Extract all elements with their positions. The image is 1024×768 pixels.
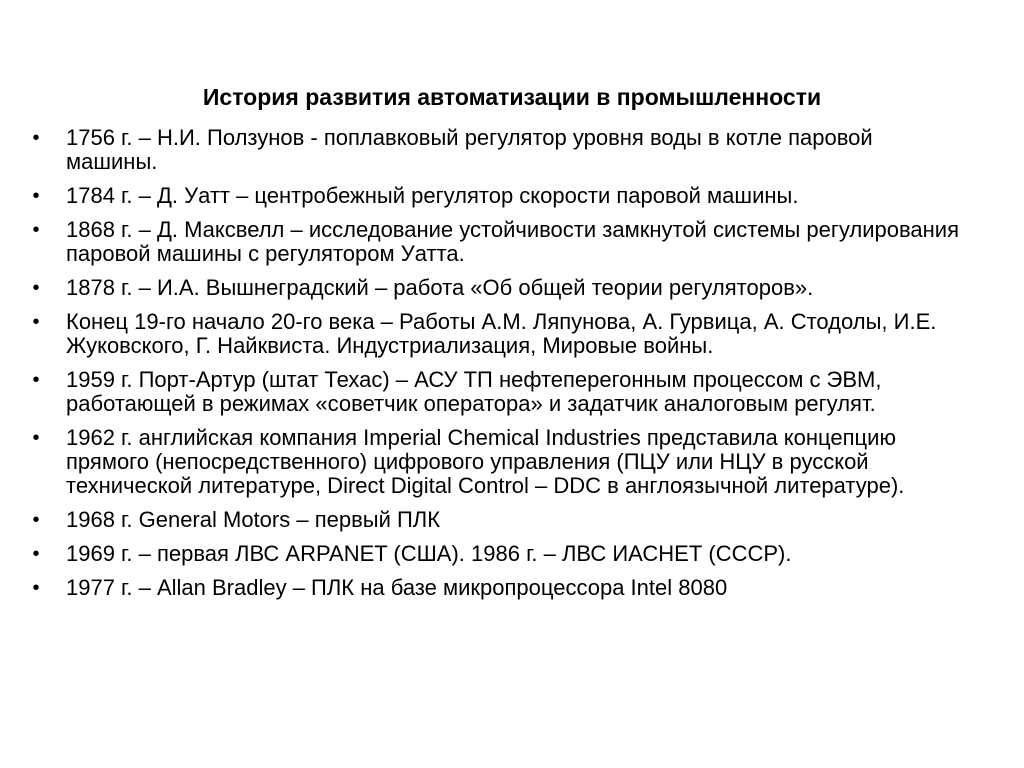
list-item-text: 1959 г. Порт-Артур (штат Техас) – АСУ ТП нефтеперегонным процессом с ЭВМ, работающей в режимах «советчик оператора» и задатчик аналоговым регулят. xyxy=(66,367,882,416)
list-item-text: Конец 19-го начало 20-го века – Работы А.М. Ляпунова, А. Гурвица, А. Стодолы, И.Е. Жуковского, Г. Найквиста. Индустриализация, Мировые войны. xyxy=(66,309,937,358)
bullet-mark: • xyxy=(32,427,40,449)
list-item-text: 1784 г. – Д. Уатт – центробежный регулятор скорости паровой машины. xyxy=(66,183,799,208)
bullet-mark: • xyxy=(32,509,40,531)
list-item xyxy=(32,275,966,300)
list-item xyxy=(32,507,966,532)
list-item xyxy=(32,541,966,566)
list-item-text: 1756 г. – Н.И. Ползунов - поплавковый регулятор уровня воды в котле паровой машины. xyxy=(66,125,873,174)
list-item xyxy=(32,575,966,600)
bullet-mark: • xyxy=(32,543,40,565)
list-item xyxy=(32,367,966,416)
bullet-mark: • xyxy=(32,311,40,333)
bullet-mark: • xyxy=(32,219,40,241)
list-item-text: 1878 г. – И.А. Вышнеградский – работа «Об общей теории регуляторов». xyxy=(66,275,814,300)
list-item-text: 1969 г. – первая ЛВС ARPANET (США). 1986 г. – ЛВС ИАСНЕТ (СССР). xyxy=(66,541,792,566)
list-item-text: 1977 г. – Allan Bradley – ПЛК на базе микропроцессора Intel 8080 xyxy=(66,575,728,600)
bullet-mark: • xyxy=(32,369,40,391)
list-item xyxy=(32,217,966,266)
slide-title: История развития автоматизации в промышленности xyxy=(202,84,822,110)
list-item-text: 1962 г. английская компания Imperial Chemical Industries представила концепцию прямого (непосредственного) цифрового управления (ПЦУ или НЦУ в русской технической литературе, Direct Digital Control – DDC в англоязычной литературе). xyxy=(66,425,905,498)
bullet-mark: • xyxy=(32,577,40,599)
list-item xyxy=(32,425,966,498)
list-item xyxy=(32,125,966,174)
list-item xyxy=(32,309,966,358)
list-item-text: 1868 г. – Д. Максвелл – исследование устойчивости замкнутой системы регулирования паровой машины с регулятором Уатта. xyxy=(66,217,959,266)
list-item-text: 1968 г. General Motors – первый ПЛК xyxy=(66,507,441,532)
bullet-mark: • xyxy=(32,185,40,207)
bullet-mark: • xyxy=(32,127,40,149)
bullet-mark: • xyxy=(32,277,40,299)
bullet-list xyxy=(32,125,966,610)
list-item xyxy=(32,183,966,208)
